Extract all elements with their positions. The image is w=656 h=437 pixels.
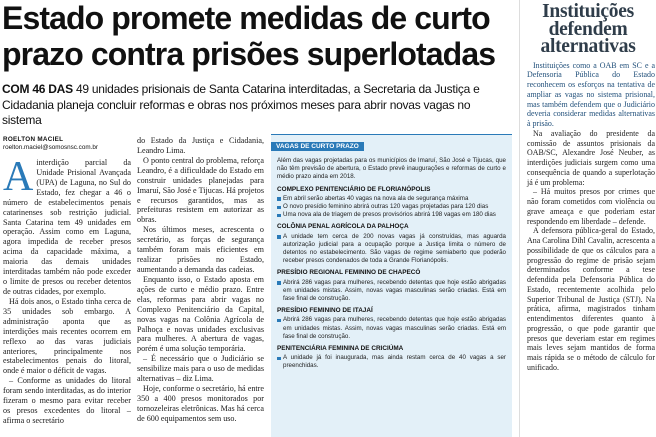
list-item: Em abril serão abertas 40 vagas na nova ala de segurança máxima [277, 195, 506, 203]
headline: Estado promete medidas de curto prazo contra prisões superlotadas [2, 0, 496, 72]
paragraph: interdição parcial da Unidade Prisional Avançada (UPA) de Laguna, no Sul do Estado, fez chegar a 46 o número de estabelecimentos penais catarinenses sob restrição judicial. Santa Catarina tem 49 unidades em operação. Assim como em Laguna, agora impedida de receber presos acima da capacidade máxima, a maioria das demais unidades interditadas também não pode exceder o limite de presos ou receber detentos de outras cidades, por exemplo. [3, 158, 131, 296]
bullet-square-icon [277, 214, 281, 218]
sidebar-lead: Instituições como a OAB em SC e a Defensoria Pública do Estado reconhecem os esforços na tentativa de ampliar as vagas no sistema prisional, mas também defendem que o Judiciário deveria considerar medidas alternativas à prisão. [527, 60, 655, 128]
author-email[interactable]: roelton.maciel@somosnsc.com.br [3, 144, 98, 151]
paragraph: Nos últimos meses, acrescenta o secretário, as forças de segurança também foram mais eficientes em realizar prisões no Estado, aumentando a demanda das cadeias. [137, 225, 264, 274]
paragraph: Enquanto isso, o Estado aposta em ações de curto e médio prazo. Entre elas, reformas para abrir vagas no Complexo Penitenciário da Capital, novas vagas na Colônia Agrícola de Palhoça e novas unidades exclusivas para mulheres. A abertura de vagas, porém é uma solução temporária. [137, 274, 264, 354]
section-title: PRESÍDIO REGIONAL FEMININO DE CHAPECÓ [277, 269, 421, 277]
subhead-text: 49 unidades prisionais de Santa Catarina interditadas, a Secretaria da Justiça e Cidadania planeja concluir reformas e obras nos próximos meses para abrir novas vagas no sistema [2, 82, 480, 127]
sidebar-title: Instituições defendem alternativas [540, 1, 636, 57]
list-item: Uma nova ala de triagem de presos provisórios abrirá 198 vagas em 180 dias [277, 211, 506, 219]
list-item: Abrirá 286 vagas para mulheres, recebendo detentas que hoje estão abrigadas em unidades mistas. Assim, novas vagas masculinas serão criadas. Está em fase final de construção. [277, 316, 506, 341]
list-item: A unidade tem cerca de 200 novas vagas já construídas, mas aguarda autorização judicial para a ocupação porque a Justiça limita o número de detentos no estabelecimento. São vagas de regime semiaberto que poderão receber presos condenados de toda a Grande Florianópolis. [277, 233, 506, 266]
subhead-lead: COM 46 DAS [2, 82, 73, 96]
bullet-square-icon [277, 235, 281, 239]
subheadline [2, 82, 512, 129]
bullet-square-icon [277, 197, 281, 201]
list-item: O novo presídio feminino abrirá outras 120 vagas projetadas para 120 dias [277, 203, 506, 211]
bullet-square-icon [277, 281, 281, 285]
paragraph: O ponto central do problema, reforça Leandro, é a dificuldade do Estado em construir unidades planejadas para Imaruí, São José e Tijucas. Há projetos e recursos garantidos, mas as prefeituras resistem em autorizar as obras. [137, 155, 264, 225]
list-item: Abrirá 286 vagas para mulheres, recebendo detentas que hoje estão abrigadas em unidades mistas. Assim, novas vagas masculinas serão criadas. Está em fase final de construção. [277, 279, 506, 304]
paragraph: do Estado da Justiça e Cidadania, Leandro Lima. [137, 136, 264, 155]
bullet-square-icon [277, 357, 281, 361]
paragraph: A defensora pública-geral do Estado, Ana Carolina Dihl Cavalin, acrescenta a possibilidade de que os cálculos para a progressão do regime de prisão sejam determinados conforme a tese defendida pela Defensoria Pública do Estado, recentemente acolhida pelo Superior Tribunal de Justiça (STJ). Na prática, afirma, magistrados tinham entendimentos diferentes quanto à progressão, o que pode garantir que presos que deveriam estar em regimes mais leves sejam mantidos de forma mais rápida se o método de cálculo for unificado. [527, 226, 655, 372]
list-item: A unidade já foi inaugurada, mas ainda restam cerca de 40 vagas a ser preenchidas. [277, 354, 506, 370]
drop-cap: A [3, 154, 34, 200]
info-box-intro: Além das vagas projetadas para os municípios de Imaruí, São José e Tijucas, que não têm previsão de abertura, o Estado prevê inaugurações e reformas de curto e médio prazo ainda em 2018. [277, 157, 506, 181]
bullet-square-icon [277, 206, 281, 210]
section-title: PENITENCIÁRIA FEMININA DE CRICIÚMA [277, 345, 404, 353]
paragraph: – Há muitos presos por crimes que não foram cometidos com violência ou grave ameaça e que poderiam estar respondendo em liberdade – defende. [527, 187, 655, 226]
paragraph: Na avaliação do presidente da comissão de assuntos prisionais da OAB/SC, Alexandre José Neuber, as interdições judiciais surgem como uma consequência de quando a superlotação já é um problema: [527, 128, 655, 187]
paragraph: Há dois anos, o Estado tinha cerca de 35 unidades sob embargo. A administração aponta que as interdições mais recentes ocorrem em reflexo ao das varas judiciais anteriores, principalmente nos estabelecimentos penais do litoral, onde é maior o déficit de vagas. [3, 296, 131, 376]
article-column-1 [3, 154, 131, 426]
sidebar-article [519, 0, 656, 437]
paragraph: Hoje, conforme o secretário, há entre 350 a 400 presos monitorados por tornozeleiras eletrônicas. Mas há cerca de 600 equipamentos sem uso. [137, 384, 264, 423]
paragraph: – É necessário que o Judiciário se sensibilize mais para o uso de medidas alternativas – diz Lima. [137, 354, 264, 384]
section-title: PRESÍDIO FEMININO DE ITAJAÍ [277, 307, 373, 315]
info-box-label: VAGAS DE CURTO PRAZO [271, 142, 364, 151]
bullet-square-icon [277, 319, 281, 323]
article-column-2 [137, 136, 264, 424]
paragraph: – Conforme as unidades do litoral foram sendo interditadas, as do interior fizeram o mesmo para evitar receber os presos excedentes do litoral – afirma o secretário [3, 376, 131, 425]
section-title: COLÔNIA PENAL AGRÍCOLA DA PALHOÇA [277, 223, 409, 231]
section-title: COMPLEXO PENITENCIÁRIO DE FLORIANÓPOLIS [277, 185, 431, 193]
author-name: ROELTON MACIEL [3, 136, 64, 143]
byline [3, 136, 131, 152]
info-box [271, 134, 512, 437]
